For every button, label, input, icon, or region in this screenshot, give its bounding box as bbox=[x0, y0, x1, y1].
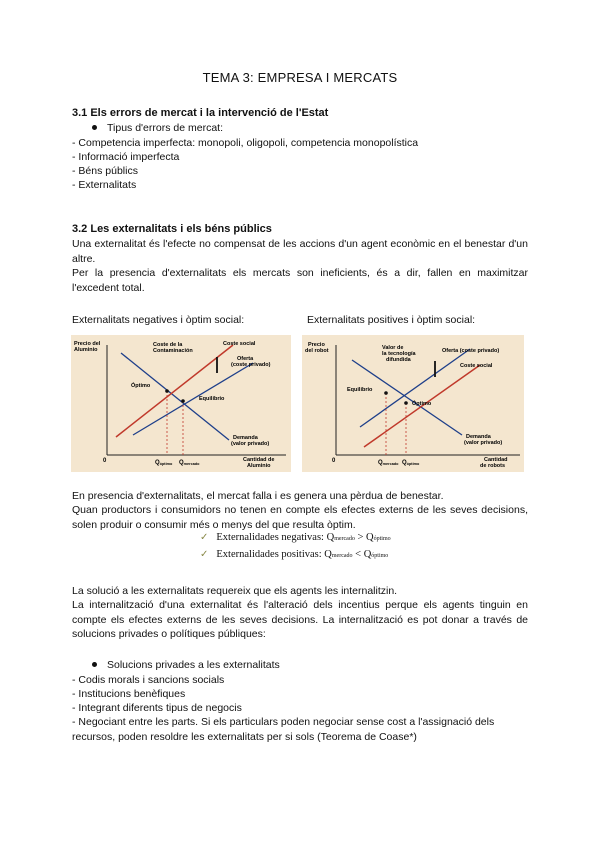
q-mercado-label: Qmercado bbox=[378, 460, 399, 466]
check-icon: ✓ bbox=[200, 532, 209, 543]
y-label-1: Precio del bbox=[74, 341, 101, 347]
chart-negative-externalities bbox=[71, 335, 291, 472]
x-label-2: Aluminio bbox=[247, 463, 271, 469]
paragraph-internalize: La solució a les externalitats requereix que els agents les internalitzin. bbox=[72, 585, 398, 597]
equilibrio-label: Equilibrio bbox=[347, 387, 373, 393]
paragraph-welfare-loss: En presencia d'externalitats, el mercat falla i es genera una pèrdua de benestar. bbox=[72, 490, 444, 502]
origin-label: 0 bbox=[103, 458, 107, 464]
equilibrio-point bbox=[181, 399, 185, 403]
tech-value-label-2: la tecnología bbox=[382, 351, 416, 357]
bullet-private-solutions bbox=[92, 659, 280, 671]
list-item: - Integrant diferents tipus de negocis bbox=[72, 702, 242, 714]
bullet-error-types bbox=[92, 122, 223, 134]
paragraph-external-effects: Quan productors i consumidors no tenen en compte els efectes externs de les seves decisions, solen produir o consumir més o menys del que resulta òptim. bbox=[72, 504, 528, 531]
q-mercado-label: Qmercado bbox=[179, 460, 200, 466]
paragraph-externality-definition: Una externalitat és l'efecte no compensat de les accions d'un agent econòmic en el benestar d'un altre. bbox=[72, 238, 528, 265]
x-label-1: Cantidad bbox=[484, 457, 508, 463]
list-item: - Institucions benèfiques bbox=[72, 688, 186, 700]
section-1-heading: 3.1 Els errors de mercat i la intervenció de l'Estat bbox=[72, 107, 329, 119]
chart-positive-externalities bbox=[302, 335, 524, 472]
y-label-2: del robot bbox=[305, 348, 329, 354]
supply-label: Oferta (coste privado) bbox=[442, 348, 500, 354]
caption-negative-externalities: Externalitats negatives i òptim social: bbox=[72, 314, 245, 326]
equilibrio-label: Equilibrio bbox=[199, 396, 225, 402]
x-label-2: de robots bbox=[480, 463, 506, 469]
demand-label-2: (valor privado) bbox=[464, 440, 503, 446]
page-title: TEMA 3: EMPRESA I MERCATS bbox=[202, 70, 398, 85]
chart-positive-svg bbox=[302, 335, 524, 472]
list-item: - Externalitats bbox=[72, 179, 137, 191]
paragraph-internalization: La internalització d'una externalitat és l'alteració dels incentius perque els agents tinguin en compte els efectes externs de les seves decisions. La internalització es pot donar a través de solucions privades o polítiques públiques: bbox=[72, 599, 528, 640]
pollution-label-2: Contaminación bbox=[153, 348, 193, 354]
tech-value-label-3: difundida bbox=[386, 357, 411, 363]
origin-label: 0 bbox=[332, 458, 336, 464]
optimo-label: Óptimo bbox=[412, 401, 432, 407]
list-item: - Béns públics bbox=[72, 165, 138, 177]
list-item: - Informació imperfecta bbox=[72, 151, 180, 163]
y-label-1: Precio bbox=[308, 342, 325, 348]
tech-value-label-1: Valor de bbox=[382, 345, 404, 351]
chart-negative-svg bbox=[71, 335, 291, 472]
demand-curve bbox=[352, 360, 462, 435]
social-cost-label: Coste social bbox=[223, 341, 256, 347]
x-label-1: Cantidad de bbox=[243, 457, 275, 463]
demand-label-1: Demanda bbox=[466, 434, 491, 440]
formula-negative: ✓ Externalidades negativas: Qmercado > Qóptimo bbox=[200, 532, 391, 543]
demand-label-1: Demanda bbox=[233, 435, 258, 441]
bullet-dot-icon bbox=[92, 125, 97, 130]
bullet-text: Tipus d'errors de mercat: bbox=[107, 122, 223, 134]
list-item: - Competencia imperfecta: monopoli, oligopoli, competencia monopolística bbox=[72, 137, 419, 149]
optimo-point bbox=[404, 401, 408, 405]
social-cost-label: Coste social bbox=[460, 363, 493, 369]
supply-label-1: Oferta bbox=[237, 356, 254, 362]
y-label-2: Aluminio bbox=[74, 347, 98, 353]
supply-curve bbox=[360, 349, 470, 427]
equilibrio-point bbox=[384, 391, 388, 395]
check-icon: ✓ bbox=[200, 549, 209, 560]
optimo-point bbox=[165, 389, 169, 393]
list-item: - Codis morals i sancions socials bbox=[72, 674, 225, 686]
formula-positive: ✓ Externalidades positivas: Qmercado < Qóptimo bbox=[200, 549, 389, 560]
list-item: - Negociant entre les parts. Si els particulars poden negociar sense cost a l'assignació dels recursos, poden resoldre les externalitats per si sols (Teorema de Coase*) bbox=[72, 716, 495, 743]
caption-positive-externalities: Externalitats positives i òptim social: bbox=[307, 314, 476, 326]
demand-label-2: (valor privado) bbox=[231, 441, 270, 447]
social-cost-curve bbox=[116, 345, 233, 437]
q-optimo-label: Qóptimo bbox=[155, 460, 173, 466]
bullet-dot-icon bbox=[92, 662, 97, 667]
optimo-label: Óptimo bbox=[131, 383, 151, 389]
supply-curve bbox=[133, 363, 253, 435]
bullet-text: Solucions privades a les externalitats bbox=[107, 659, 280, 671]
q-optimo-label: Qóptimo bbox=[402, 460, 420, 466]
pollution-label-1: Coste de la bbox=[153, 342, 183, 348]
section-2-heading: 3.2 Les externalitats i els béns públics bbox=[72, 223, 272, 235]
supply-label-2: (coste privado) bbox=[231, 362, 271, 368]
paragraph-inefficient-markets: Per la presencia d'externalitats els mercats son ineficients, és a dir, fallen en maximitzar l'excedent total. bbox=[72, 267, 528, 294]
